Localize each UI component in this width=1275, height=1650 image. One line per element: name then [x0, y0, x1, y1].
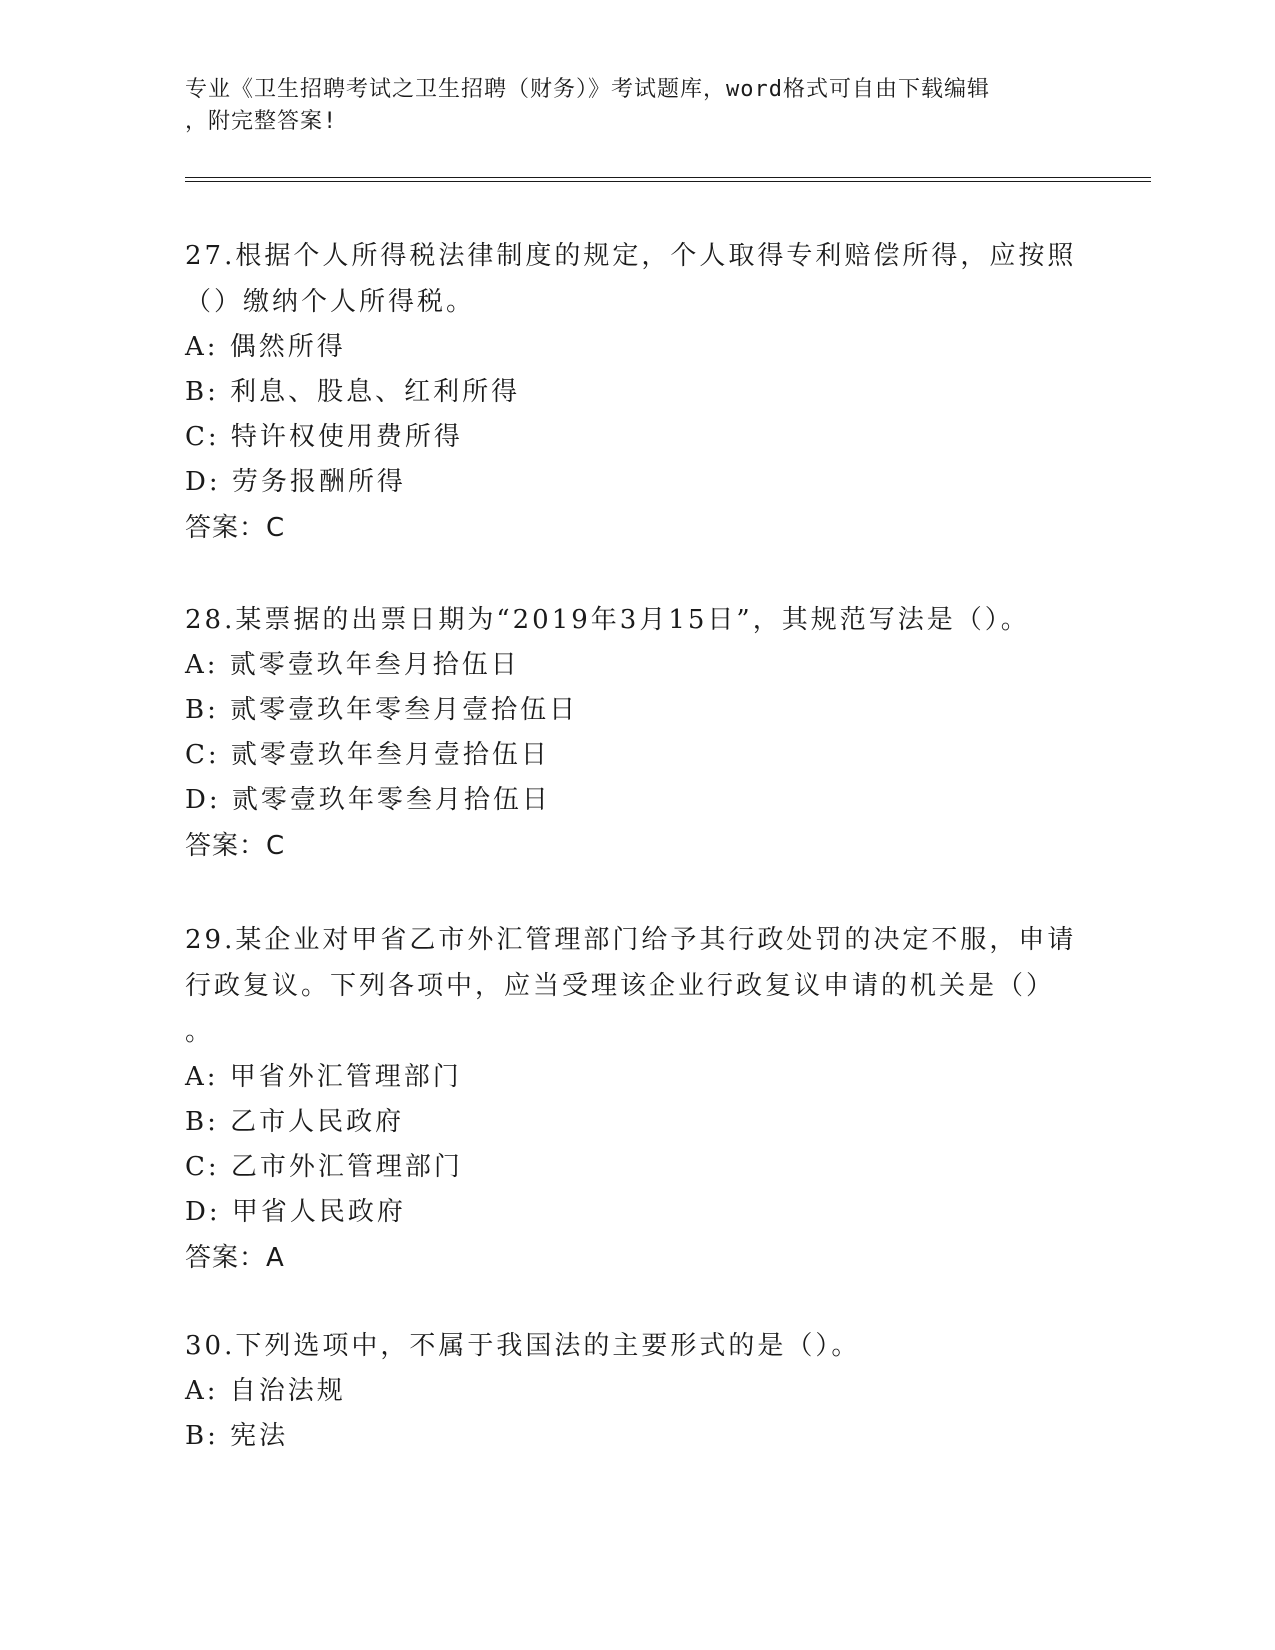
question-stem-line: （）缴纳个人所得税。: [185, 287, 476, 317]
question-29: [185, 917, 1085, 1281]
question-stem-line: 29.某企业对甲省乙市外汇管理部门给予其行政处罚的决定不服，申请: [185, 925, 1077, 955]
question-30: [185, 1323, 1085, 1459]
option-c: C: 特许权使用费所得: [185, 422, 463, 452]
header-divider-bottom: [185, 181, 1151, 182]
question-28: [185, 597, 1085, 869]
question-stem-line: 30.下列选项中，不属于我国法的主要形式的是（）。: [185, 1331, 861, 1361]
header-line-1: 专业《卫生招聘考试之卫生招聘（财务）》考试题库，word格式可自由下载编辑: [185, 77, 990, 102]
option-d: D: 劳务报酬所得: [185, 467, 406, 497]
option-d: D: 甲省人民政府: [185, 1197, 406, 1227]
question-stem-line: 。: [185, 1017, 215, 1047]
option-b: B: 宪法: [185, 1421, 289, 1451]
header-divider-top: [185, 177, 1151, 178]
question-27: [185, 233, 1085, 551]
header-line-2: ，附完整答案!: [185, 109, 338, 134]
option-d: D: 贰零壹玖年零叁月拾伍日: [185, 785, 551, 815]
answer: 答案：C: [185, 513, 286, 543]
question-stem-line: 行政复议。下列各项中，应当受理该企业行政复议申请的机关是（）: [185, 971, 1056, 1001]
option-a: A: 甲省外汇管理部门: [185, 1062, 462, 1092]
answer: 答案：C: [185, 831, 286, 861]
option-b: B: 利息、股息、红利所得: [185, 377, 521, 407]
option-b: B: 乙市人民政府: [185, 1107, 405, 1137]
option-c: C: 乙市外汇管理部门: [185, 1152, 463, 1182]
option-a: A: 偶然所得: [185, 332, 346, 362]
question-stem-line: 28.某票据的出票日期为“2019年3月15日”，其规范写法是（）。: [185, 605, 1030, 635]
question-stem-line: 27.根据个人所得税法律制度的规定，个人取得专利赔偿所得，应按照: [185, 241, 1077, 271]
option-a: A: 自治法规: [185, 1376, 346, 1406]
option-a: A: 贰零壹玖年叁月拾伍日: [185, 650, 520, 680]
option-b: B: 贰零壹玖年零叁月壹拾伍日: [185, 695, 579, 725]
option-c: C: 贰零壹玖年叁月壹拾伍日: [185, 740, 550, 770]
answer: 答案：A: [185, 1243, 285, 1273]
document-header: [185, 74, 1065, 138]
